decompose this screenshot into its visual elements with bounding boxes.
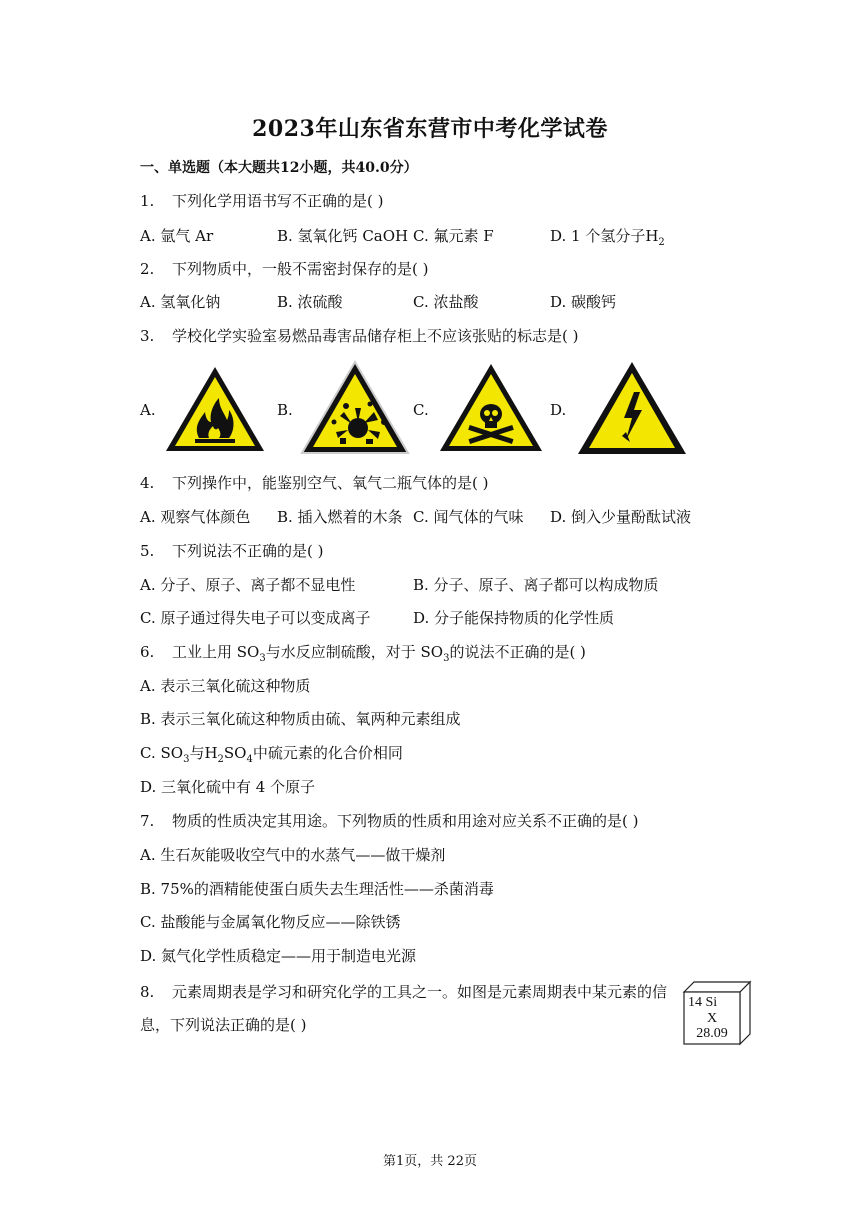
q2-option-a: A. 氢氧化钠: [140, 293, 221, 311]
question-number: 7.: [140, 812, 155, 830]
q7-option-b: B. 75%的酒精能使蛋白质失去生理活性——杀菌消毒: [140, 880, 494, 898]
q5-option-b: B. 分子、原子、离子都可以构成物质: [413, 576, 659, 594]
subscript: 3: [183, 754, 190, 765]
question-text: 的说法不正确的是( ): [449, 643, 586, 661]
question-8-continued: 息，下列说法正确的是( ): [140, 1016, 307, 1034]
q2-option-b: B. 浓硫酸: [277, 293, 343, 311]
question-text: 学校化学实验室易燃品毒害品储存柜上不应该张贴的标志是( ): [172, 327, 579, 345]
subscript: 3: [443, 653, 450, 664]
question-number: 3.: [140, 327, 155, 345]
option-text: C. SO: [140, 744, 184, 762]
question-number: 4.: [140, 474, 155, 492]
page-title: 2023年山东省东营市中考化学试卷: [252, 116, 608, 142]
question-number: 1.: [140, 192, 155, 210]
q1-option-b: B. 氢氧化钙 CaOH: [277, 227, 409, 245]
option-text: SO: [223, 744, 247, 762]
toxic-sign-icon: [438, 362, 544, 454]
option-text: 与H: [189, 744, 218, 762]
question-text: 下列化学用语书写不正确的是( ): [172, 192, 384, 210]
option-text: 中硫元素的化合价相同: [252, 744, 403, 762]
q1-option-c: C. 氟元素 F: [413, 227, 494, 245]
q5-option-a: A. 分子、原子、离子都不显电性: [140, 576, 356, 594]
question-2: [140, 259, 428, 279]
question-text: 下列说法不正确的是( ): [172, 542, 324, 560]
atomic-number: 14: [688, 995, 702, 1010]
flammable-sign-icon: [163, 364, 267, 454]
question-5: [140, 541, 323, 561]
q6-option-c: [140, 743, 403, 770]
q6-option-d: D. 三氧化硫中有 4 个原子: [140, 778, 316, 796]
subscript: 3: [259, 653, 266, 664]
question-8: [140, 982, 667, 1002]
question-text: 与水反应制硫酸，对于 SO: [265, 643, 444, 661]
question-text: 工业上用 SO: [172, 643, 260, 661]
element-name: X: [706, 1011, 718, 1026]
q2-option-c: C. 浓盐酸: [413, 293, 479, 311]
q7-option-d: D. 氮气化学性质稳定——用于制造电光源: [140, 947, 417, 965]
question-text: 下列物质中，一般不需密封保存的是( ): [172, 260, 429, 278]
element-symbol: Si: [705, 995, 718, 1010]
question-6: [140, 642, 586, 669]
q3-option-d: D.: [550, 401, 567, 419]
explosive-sign-icon: [300, 360, 410, 456]
q1-option-d: [550, 226, 665, 253]
subscript: 2: [217, 754, 224, 765]
question-text: 下列操作中，能鉴别空气、氧气二瓶气体的是( ): [172, 474, 489, 492]
question-4: [140, 473, 488, 493]
q5-option-c: C. 原子通过得失电子可以变成离子: [140, 609, 371, 627]
q6-option-b: B. 表示三氧化硫这种物质由硫、氧两种元素组成: [140, 710, 461, 728]
q7-option-c: C. 盐酸能与金属氧化物反应——除铁锈: [140, 913, 401, 931]
question-text: 元素周期表是学习和研究化学的工具之一。如图是元素周期表中某元素的信: [172, 983, 668, 1001]
page-footer: 第1页，共 22页: [383, 1154, 477, 1169]
question-number: 6.: [140, 643, 155, 661]
element-number-symbol: [688, 995, 738, 1010]
subscript: 4: [246, 754, 253, 765]
q7-option-a: A. 生石灰能吸收空气中的水蒸气——做干燥剂: [140, 846, 446, 864]
q3-option-b: B.: [277, 401, 293, 419]
q6-option-a: A. 表示三氧化硫这种物质: [140, 677, 311, 695]
question-number: 5.: [140, 542, 155, 560]
question-number: 2.: [140, 260, 155, 278]
q5-option-d: D. 分子能保持物质的化学性质: [413, 609, 615, 627]
question-1: [140, 191, 383, 211]
electric-shock-sign-icon: [576, 360, 688, 456]
question-number: 8.: [140, 983, 155, 1001]
subscript: 2: [658, 237, 665, 248]
q4-option-b: B. 插入燃着的木条: [277, 508, 403, 526]
q4-option-a: A. 观察气体颜色: [140, 508, 251, 526]
atomic-mass: 28.09: [696, 1026, 728, 1041]
question-text: 物质的性质决定其用途。下列物质的性质和用途对应关系不正确的是( ): [172, 812, 639, 830]
q2-option-d: D. 碳酸钙: [550, 293, 617, 311]
q4-option-d: D. 倒入少量酚酞试液: [550, 508, 692, 526]
q1-option-a: A. 氩气 Ar: [140, 227, 214, 245]
question-7: [140, 811, 638, 831]
element-cell-figure: [680, 980, 752, 1046]
q3-option-c: C.: [413, 401, 429, 419]
question-3: [140, 326, 578, 346]
q1-option-d-text: D. 1 个氢分子H: [550, 227, 659, 245]
q4-option-c: C. 闻气体的气味: [413, 508, 524, 526]
section-heading: 一、单选题（本大题共12小题，共40.0分）: [140, 160, 418, 176]
q3-option-a: A.: [140, 401, 156, 419]
